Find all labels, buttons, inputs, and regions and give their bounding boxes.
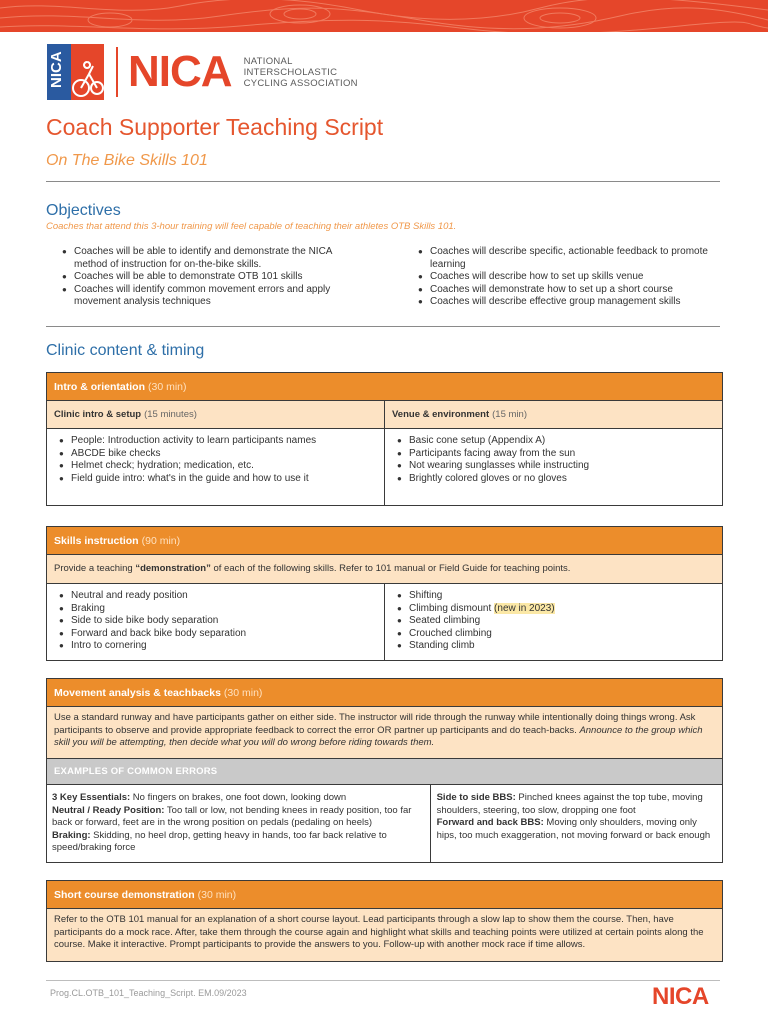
list-item: ● People: Introduction activity to learn participants names bbox=[59, 435, 377, 448]
error-text: No fingers on brakes, one foot down, looking down bbox=[130, 792, 347, 803]
error-item bbox=[52, 805, 424, 830]
box-header bbox=[47, 881, 722, 909]
box-note: Refer to the OTB 101 manual for an explanation of a short course layout. Lead participants through a slow lap to show them the course. Then, have participants do a mock race. After, take them through the course again and highlight what skills and teaching points were utilized at certain points along the course. Make it interactive. Prompt participants to provide the answers to you. Follow-up with another mock race if time allows. bbox=[47, 909, 722, 961]
list-item: ● Participants facing away from the sun bbox=[397, 448, 715, 461]
list-item: ● Intro to cornering bbox=[59, 640, 377, 653]
box-time: (90 min) bbox=[141, 534, 181, 547]
movement-analysis-box bbox=[46, 678, 723, 863]
page-title: Coach Supporter Teaching Script bbox=[46, 114, 384, 140]
list-item: ● Crouched climbing bbox=[397, 628, 715, 641]
list-item: ● Seated climbing bbox=[397, 615, 715, 628]
errors-columns bbox=[47, 785, 722, 862]
box-header bbox=[47, 373, 722, 401]
error-item bbox=[52, 830, 424, 855]
list-item: ● Neutral and ready position bbox=[59, 590, 377, 603]
list-item: ● Helmet check; hydration; medication, etc. bbox=[59, 460, 377, 473]
short-course-box bbox=[46, 880, 723, 962]
examples-header: EXAMPLES OF COMMON ERRORS bbox=[47, 759, 722, 785]
box-columns bbox=[47, 584, 722, 660]
box-time: (30 min) bbox=[223, 686, 263, 699]
bullet-list bbox=[397, 590, 715, 653]
list-item: ● Coaches will describe how to set up skills venue bbox=[418, 271, 718, 284]
list-item: ● Coaches will be able to demonstrate OTB 101 skills bbox=[62, 271, 362, 284]
list-item: ● Coaches will identify common movement errors and apply movement analysis techniques bbox=[62, 284, 362, 309]
note-text: Provide a teaching bbox=[54, 562, 136, 574]
note-text: Use a standard runway and have participants gather on either side. The instructor will ride through the runway while intentionally doing things wrong. Ask participants to observe and provide appropriate feedback to correct the error OR partner up participants and do teach-backs. bbox=[54, 712, 696, 736]
bullet-list bbox=[397, 435, 715, 485]
error-label: Neutral / Ready Position: bbox=[52, 804, 165, 816]
list-item: ● Coaches will describe specific, actionable feedback to promote learning bbox=[418, 246, 718, 271]
list-item: ● Coaches will demonstrate how to set up a short course bbox=[418, 284, 718, 297]
column-left bbox=[47, 785, 430, 862]
box-note bbox=[47, 707, 722, 759]
footer-logo: NICA bbox=[652, 983, 709, 1010]
note-text: of each of the following skills. Refer to 101 manual or Field Guide for teaching points. bbox=[210, 562, 571, 574]
clinic-heading: Clinic content & timing bbox=[46, 342, 205, 359]
intro-orientation-box bbox=[46, 372, 723, 506]
note-emphasis: “demonstration” bbox=[135, 562, 211, 574]
error-label: Braking: bbox=[52, 829, 91, 841]
subheader-time: (15 minutes) bbox=[144, 409, 197, 420]
column-left bbox=[47, 584, 384, 660]
bullet-list bbox=[59, 590, 377, 653]
objectives-intro: Coaches that attend this 3-hour training will feel capable of teaching their athletes OTB Skills 101. bbox=[46, 221, 457, 232]
page-subtitle: On The Bike Skills 101 bbox=[46, 152, 208, 169]
divider bbox=[46, 181, 720, 182]
logo-divider bbox=[116, 47, 118, 97]
list-item: ● ABCDE bike checks bbox=[59, 448, 377, 461]
list-item: ● Not wearing sunglasses while instructing bbox=[397, 460, 715, 473]
error-text: Skidding, no heel drop, getting heavy in hands, too far back relative to speed/braking force bbox=[52, 829, 387, 853]
new-badge: (new in 2023) bbox=[494, 602, 555, 614]
box-title: Movement analysis & teachbacks bbox=[54, 686, 221, 699]
box-time: (30 min) bbox=[148, 380, 187, 393]
list-item: ● Standing climb bbox=[397, 640, 715, 653]
column-left bbox=[47, 429, 384, 505]
note-italic: Announce to the group which skill you will be attempting, then decide what you will do wrong before riding towards them. bbox=[54, 724, 703, 748]
list-item: ● Coaches will describe effective group management skills bbox=[418, 296, 718, 309]
error-text: Moving only shoulders, moving only hips, too much exaggeration, not moving forward or back enough bbox=[436, 817, 711, 841]
objectives-heading: Objectives bbox=[46, 202, 121, 219]
list-item: ● Braking bbox=[59, 603, 377, 616]
subheader-title: Clinic intro & setup bbox=[54, 409, 142, 420]
top-banner bbox=[0, 0, 768, 32]
objectives-list-left bbox=[62, 246, 362, 309]
skills-instruction-box bbox=[46, 526, 723, 661]
subheader-title: Venue & environment bbox=[392, 409, 490, 420]
subheader-right bbox=[384, 401, 722, 428]
org-line: NATIONAL bbox=[243, 55, 293, 67]
footer-divider bbox=[46, 980, 720, 981]
error-item bbox=[437, 792, 716, 817]
list-item: ● Field guide intro: what's in the guide and how to use it bbox=[59, 473, 377, 486]
box-subheader-row bbox=[47, 401, 722, 429]
footer-doc-id: Prog.CL.OTB_101_Teaching_Script. EM.09/2023 bbox=[50, 988, 247, 998]
column-right bbox=[384, 584, 722, 660]
error-item bbox=[52, 792, 424, 805]
error-item bbox=[437, 817, 716, 842]
subheader-time: (15 min) bbox=[492, 409, 527, 420]
list-item: ● Coaches will be able to identify and demonstrate the NICA method of instruction for on-the-bike skills. bbox=[62, 246, 362, 271]
box-title: Intro & orientation bbox=[54, 380, 145, 393]
org-name bbox=[244, 56, 358, 89]
box-columns bbox=[47, 429, 722, 505]
bullet-list bbox=[59, 435, 377, 485]
box-time: (30 min) bbox=[197, 888, 237, 901]
subheader-left bbox=[47, 401, 384, 428]
objectives-list-right bbox=[418, 246, 718, 309]
nica-logo bbox=[47, 44, 358, 100]
list-item bbox=[397, 603, 715, 616]
list-item-text: Climbing dismount bbox=[409, 602, 492, 614]
error-label: 3 Key Essentials: bbox=[52, 792, 131, 803]
list-item: ● Shifting bbox=[397, 590, 715, 603]
logo-badge-text: NICA bbox=[48, 51, 65, 88]
list-item: ● Basic cone setup (Appendix A) bbox=[397, 435, 715, 448]
column-right bbox=[430, 785, 722, 862]
error-label: Forward and back BBS: bbox=[436, 817, 544, 828]
list-item: ● Side to side bike body separation bbox=[59, 615, 377, 628]
logo-wordmark: NICA bbox=[128, 47, 232, 96]
list-item: ● Brightly colored gloves or no gloves bbox=[397, 473, 715, 486]
error-text: Pinched knees against the top tube, moving shoulders, steering, too slow, dropping one foot bbox=[436, 792, 703, 816]
box-note bbox=[47, 555, 722, 584]
column-right bbox=[384, 429, 722, 505]
topo-pattern bbox=[0, 0, 768, 32]
box-title: Short course demonstration bbox=[54, 888, 195, 901]
list-item: ● Forward and back bike body separation bbox=[59, 628, 377, 641]
box-title: Skills instruction bbox=[54, 534, 139, 547]
org-line: CYCLING ASSOCIATION bbox=[243, 77, 358, 89]
error-label: Side to side BBS: bbox=[436, 792, 516, 803]
nica-badge-icon bbox=[47, 44, 104, 100]
box-header bbox=[47, 679, 722, 707]
box-header bbox=[47, 527, 722, 555]
divider bbox=[46, 326, 720, 327]
error-text: Too tall or low, not bending knees in ready position, too far back or forward, feet are in the wrong position on pedals (pedaling on heels) bbox=[52, 804, 412, 828]
org-line: INTERSCHOLASTIC bbox=[243, 66, 338, 78]
